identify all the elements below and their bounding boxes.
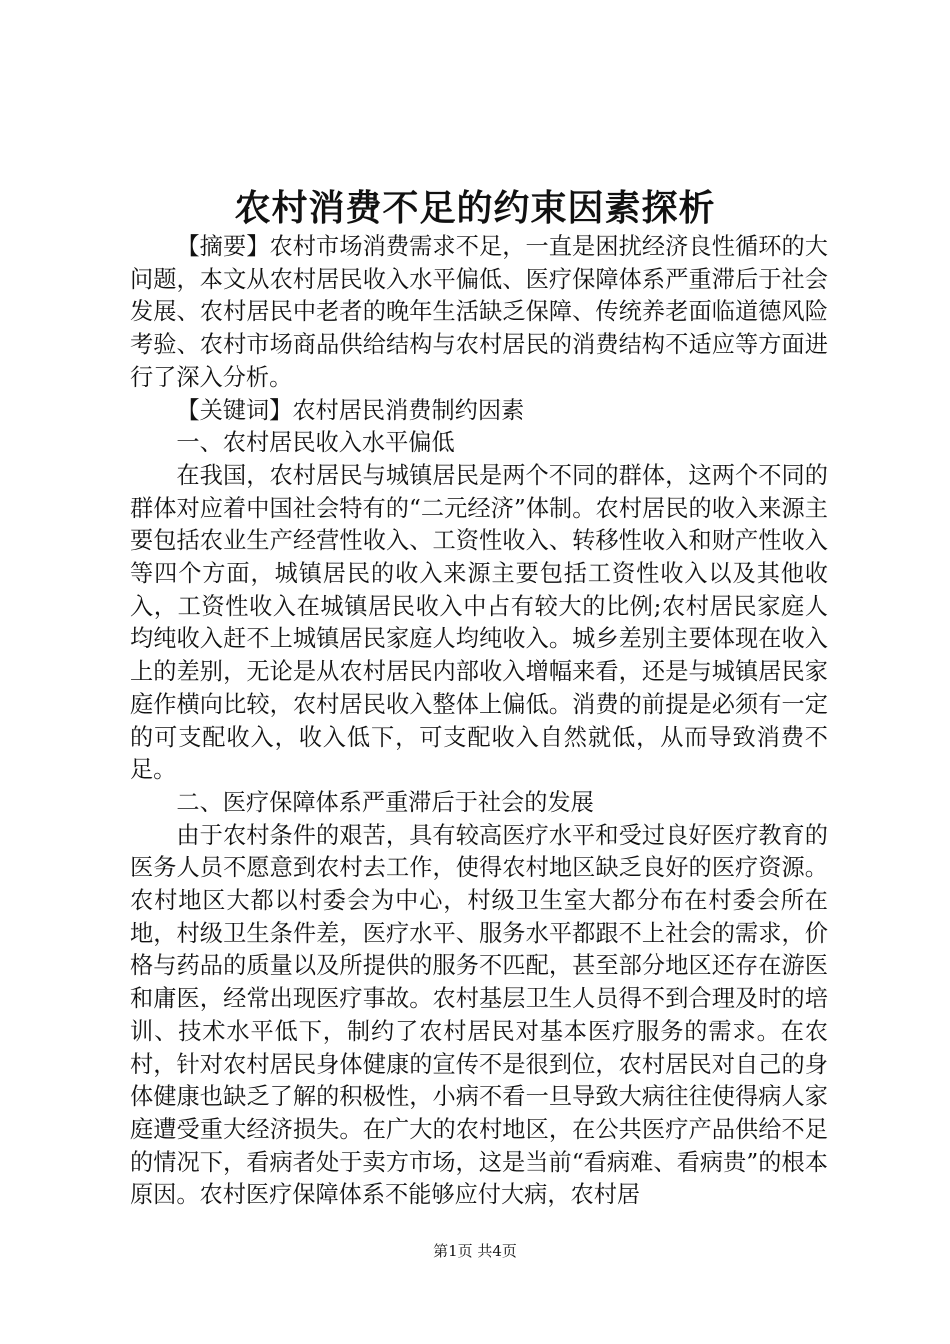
section-heading-2: 二、医疗保障体系严重滞后于社会的发展 [176, 788, 594, 816]
document-title: 农村消费不足的约束因素探析 [234, 187, 716, 229]
abstract-paragraph: 【摘要】农村市场消费需求不足，一直是困扰经济良性循环的大问题，本文从农村居民收入水平偏低、医疗保障体系严重滞后于社会发展、农村居民中老者的晚年生活缺乏保障、传统养老面临道德风险考验、农村市场商品供给结构与农村居民的消费结构不适应等方面进行了深入分析。 [130, 233, 828, 391]
document-body [130, 231, 828, 1212]
body-paragraph-2: 由于农村条件的艰苦，具有较高医疗水平和受过良好医疗教育的医务人员不愿意到农村去工作，使得农村地区缺乏良好的医疗资源。农村地区大都以村委会为中心，村级卫生室大都分布在村委会所在地，村级卫生条件差，医疗水平、服务水平都跟不上社会的需求，价格与药品的质量以及所提供的服务不匹配，甚至部分地区还存在游医和庸医，经常出现医疗事故。农村基层卫生人员得不到合理及时的培训、技术水平低下，制约了农村居民对基本医疗服务的需求。在农村，针对农村居民身体健康的宣传不是很到位，农村居民对自己的身体健康也缺乏了解的积极性，小病不看一旦导致大病往往使得病人家庭遭受重大经济损失。在广大的农村地区，在公共医疗产品供给不足的情况下，看病者处于卖方市场，这是当前“看病难、看病贵”的根本原因。农村医疗保障体系不能够应付大病，农村居 [130, 821, 828, 1209]
keywords-paragraph: 【关键词】农村居民消费制约因素 [176, 396, 525, 424]
body-paragraph-1: 在我国，农村居民与城镇居民是两个不同的群体，这两个不同的群体对应着中国社会特有的“二元经济”体制。农村居民的收入来源主要包括农业生产经营性收入、工资性收入、转移性收入和财产性收入等四个方面，城镇居民的收入来源主要包括工资性收入以及其他收入，工资性收入在城镇居民收入中占有较大的比例;农村居民家庭人均纯收入赶不上城镇居民家庭人均纯收入。城乡差别主要体现在收入上的差别，无论是从农村居民内部收入增幅来看，还是与城镇居民家庭作横向比较，农村居民收入整体上偏低。消费的前提是必须有一定的可支配收入，收入低下，可支配收入自然就低，从而导致消费不足。 [130, 461, 828, 784]
section-heading-1: 一、农村居民收入水平偏低 [176, 429, 455, 457]
page-footer: 第1页 共4页 [433, 1242, 517, 1260]
